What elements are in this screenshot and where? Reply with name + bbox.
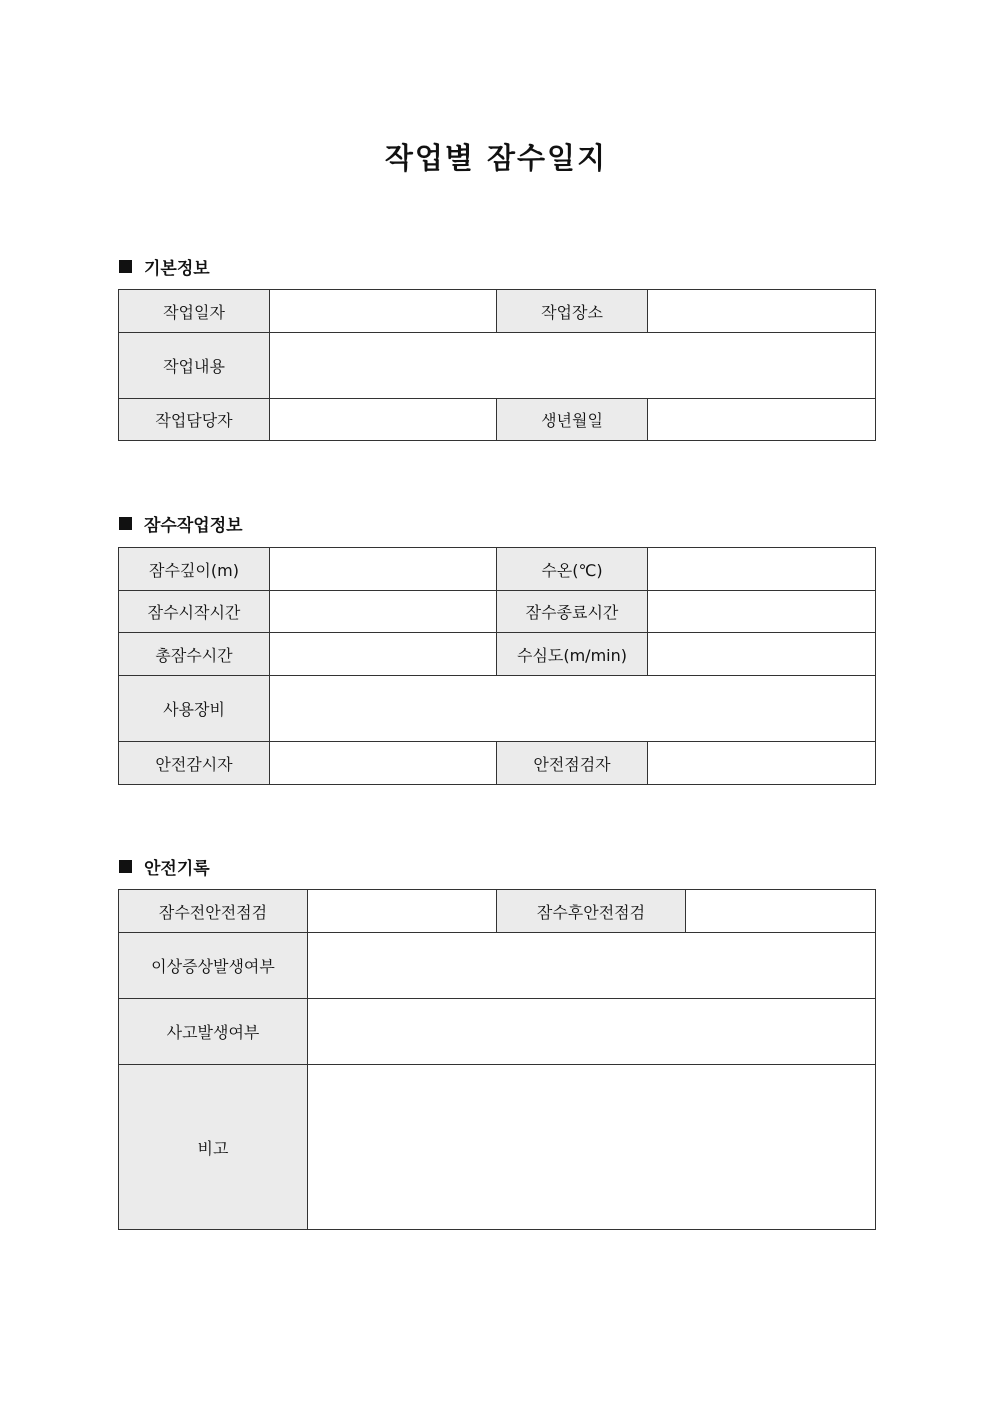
square-bullet-icon	[119, 517, 132, 530]
field-water-temp[interactable]	[648, 548, 876, 591]
field-total-time[interactable]	[270, 633, 497, 676]
section-heading-dive	[119, 511, 243, 536]
field-post-check[interactable]	[686, 890, 876, 933]
field-safety-inspector[interactable]	[648, 742, 876, 785]
safety-record-table	[118, 889, 876, 1230]
field-equipment[interactable]	[270, 676, 876, 742]
label-work-place: 작업장소	[497, 290, 648, 333]
section-heading-safety-label: 안전기록	[144, 859, 210, 879]
section-heading-safety	[119, 854, 210, 879]
label-water-temp: 수온(℃)	[497, 548, 648, 591]
label-birth-date: 생년월일	[497, 399, 648, 441]
field-work-place[interactable]	[648, 290, 876, 333]
field-accident[interactable]	[308, 999, 876, 1065]
basic-info-table	[118, 289, 876, 441]
field-work-content[interactable]	[270, 333, 876, 399]
label-safety-monitor: 안전감시자	[119, 742, 270, 785]
label-worker: 작업담당자	[119, 399, 270, 441]
label-post-check: 잠수후안전점검	[497, 890, 686, 933]
field-end-time[interactable]	[648, 591, 876, 633]
dive-info-table	[118, 547, 876, 785]
field-symptoms[interactable]	[308, 933, 876, 999]
label-remarks: 비고	[119, 1065, 308, 1230]
label-start-time: 잠수시작시간	[119, 591, 270, 633]
label-depth: 잠수깊이(m)	[119, 548, 270, 591]
field-work-date[interactable]	[270, 290, 497, 333]
label-accident: 사고발생여부	[119, 999, 308, 1065]
square-bullet-icon	[119, 860, 132, 873]
field-birth-date[interactable]	[648, 399, 876, 441]
label-end-time: 잠수종료시간	[497, 591, 648, 633]
field-start-time[interactable]	[270, 591, 497, 633]
field-remarks[interactable]	[308, 1065, 876, 1230]
section-heading-basic	[119, 254, 210, 279]
label-ascent-rate: 수심도(m/min)	[497, 633, 648, 676]
document-title: 작업별 잠수일지	[384, 141, 608, 175]
field-depth[interactable]	[270, 548, 497, 591]
label-pre-check: 잠수전안전점검	[119, 890, 308, 933]
label-symptoms: 이상증상발생여부	[119, 933, 308, 999]
section-heading-basic-label: 기본정보	[144, 259, 210, 279]
field-pre-check[interactable]	[308, 890, 497, 933]
label-work-content: 작업내용	[119, 333, 270, 399]
square-bullet-icon	[119, 260, 132, 273]
label-equipment: 사용장비	[119, 676, 270, 742]
field-worker[interactable]	[270, 399, 497, 441]
field-safety-monitor[interactable]	[270, 742, 497, 785]
field-ascent-rate[interactable]	[648, 633, 876, 676]
label-work-date: 작업일자	[119, 290, 270, 333]
label-safety-inspector: 안전점검자	[497, 742, 648, 785]
label-total-time: 총잠수시간	[119, 633, 270, 676]
section-heading-dive-label: 잠수작업정보	[144, 516, 243, 536]
